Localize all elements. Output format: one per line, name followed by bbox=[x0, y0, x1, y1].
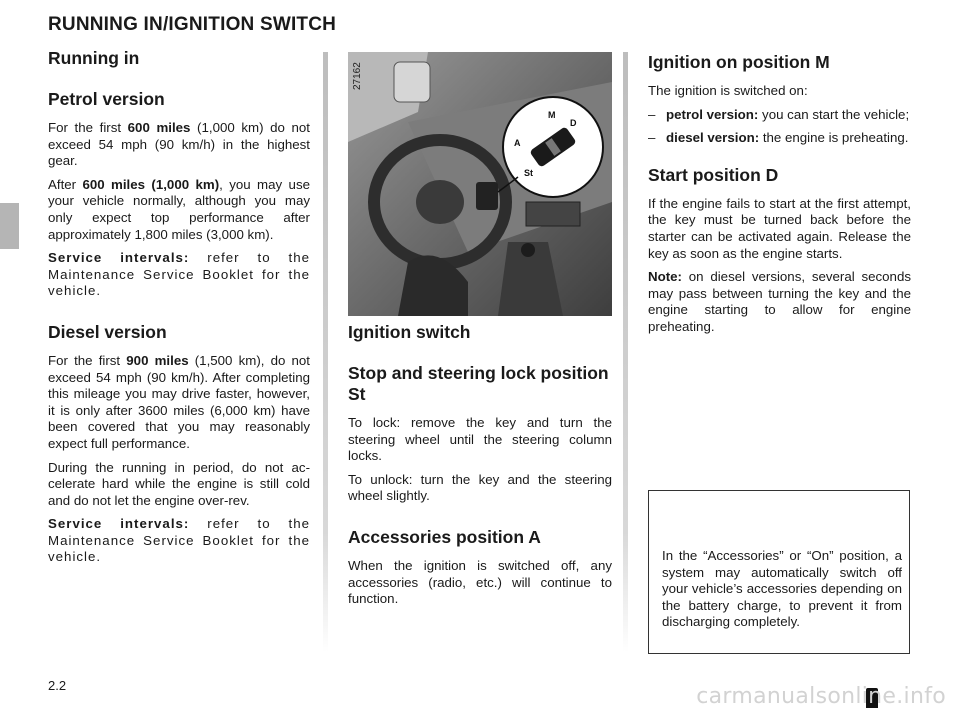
petrol-paragraph-1: For the first 600 miles (1,000 km) do not exceed 54 mph (90 km/h) in the highest gear. bbox=[48, 120, 310, 169]
ignition-on-paragraph: The ignition is switched on: bbox=[648, 83, 808, 98]
page-title: RUNNING IN/IGNITION SWITCH bbox=[48, 14, 337, 35]
diesel-version-heading: Diesel version bbox=[48, 321, 167, 342]
list-item: – diesel version: the engine is preheating. bbox=[648, 130, 911, 147]
ignition-switch-heading: Ignition switch bbox=[348, 322, 471, 342]
petrol-paragraph-2: After 600 miles (1,000 km), you may use your vehicle normally, although you may only expect top performance after approximately 1,800 miles (3,000 km). bbox=[48, 176, 310, 242]
diesel-paragraph-2: During the running in period, do not accelerate hard while the engine is still cold and do not let the engine over-rev. bbox=[48, 459, 310, 508]
ignition-on-heading: Ignition on position M bbox=[648, 52, 830, 72]
ignition-switch-illustration bbox=[348, 52, 612, 316]
dashboard-drawing bbox=[348, 52, 612, 316]
gear-knob bbox=[521, 243, 535, 257]
running-in-heading: Running in bbox=[48, 48, 140, 68]
start-position-heading: Start position D bbox=[648, 164, 779, 185]
dial-label-st: St bbox=[524, 168, 533, 178]
mirror bbox=[394, 62, 430, 102]
list-item: – petrol version: you can start the vehicle; bbox=[648, 107, 911, 124]
dial-label-d: D bbox=[570, 118, 577, 128]
stop-paragraph-1: To lock: remove the key and turn the steering wheel until the steering column locks. bbox=[348, 415, 612, 464]
radio bbox=[526, 202, 580, 226]
left-column bbox=[48, 48, 310, 573]
accessories-paragraph: When the ignition is switched off, any accessories (radio, etc.) will continue to function. bbox=[348, 557, 612, 607]
section-tab bbox=[0, 203, 19, 249]
start-paragraph: If the engine fails to start at the first attempt, the key must be turned back before the starter can be activated again. Release the key as soon as the engine starts. bbox=[648, 195, 911, 261]
petrol-version-heading: Petrol version bbox=[48, 89, 165, 109]
stop-position-heading: Stop and steering lock position St bbox=[348, 363, 609, 404]
figure-reference: 27162 bbox=[352, 62, 363, 90]
diesel-paragraph-1: For the first 900 miles (1,500 km), do not exceed 54 mph (90 km/h). After completing this mileage you may drive faster, however, it is only after 3600 miles (6,000 km) have been covered that you may reasonably expect full performance. bbox=[48, 352, 310, 451]
column-divider bbox=[323, 52, 328, 652]
dial-label-m: M bbox=[548, 110, 556, 120]
dial-label-a: A bbox=[514, 138, 521, 148]
column-divider bbox=[623, 52, 628, 652]
steering-hub bbox=[416, 180, 464, 224]
page-number: 2.2 bbox=[48, 678, 67, 693]
warning-box-text: In the “Accessories” or “On” position, a system may automatically switch off your vehicle’s accessories depending on the battery charge, to prevent it from discharging completely. bbox=[662, 548, 902, 630]
stop-paragraph-2: To unlock: turn the key and the steering wheel slightly. bbox=[348, 471, 612, 504]
middle-column bbox=[348, 322, 612, 615]
ignition-on-list bbox=[648, 107, 911, 147]
watermark: carmanualsonline.info bbox=[696, 684, 946, 709]
ignition-lock bbox=[476, 182, 498, 210]
diesel-service-intervals: Service intervals: refer to the Maintenance Service Booklet for the vehicle. bbox=[48, 516, 311, 565]
right-column bbox=[648, 52, 911, 343]
note-paragraph: Note: on diesel versions, several seconds may pass between turning the key and the engine starting to allow for engine preheating. bbox=[648, 269, 911, 334]
petrol-service-intervals: Service intervals: refer to the Maintenance Service Booklet for the vehicle. bbox=[48, 250, 311, 299]
accessories-heading: Accessories position A bbox=[348, 526, 541, 547]
